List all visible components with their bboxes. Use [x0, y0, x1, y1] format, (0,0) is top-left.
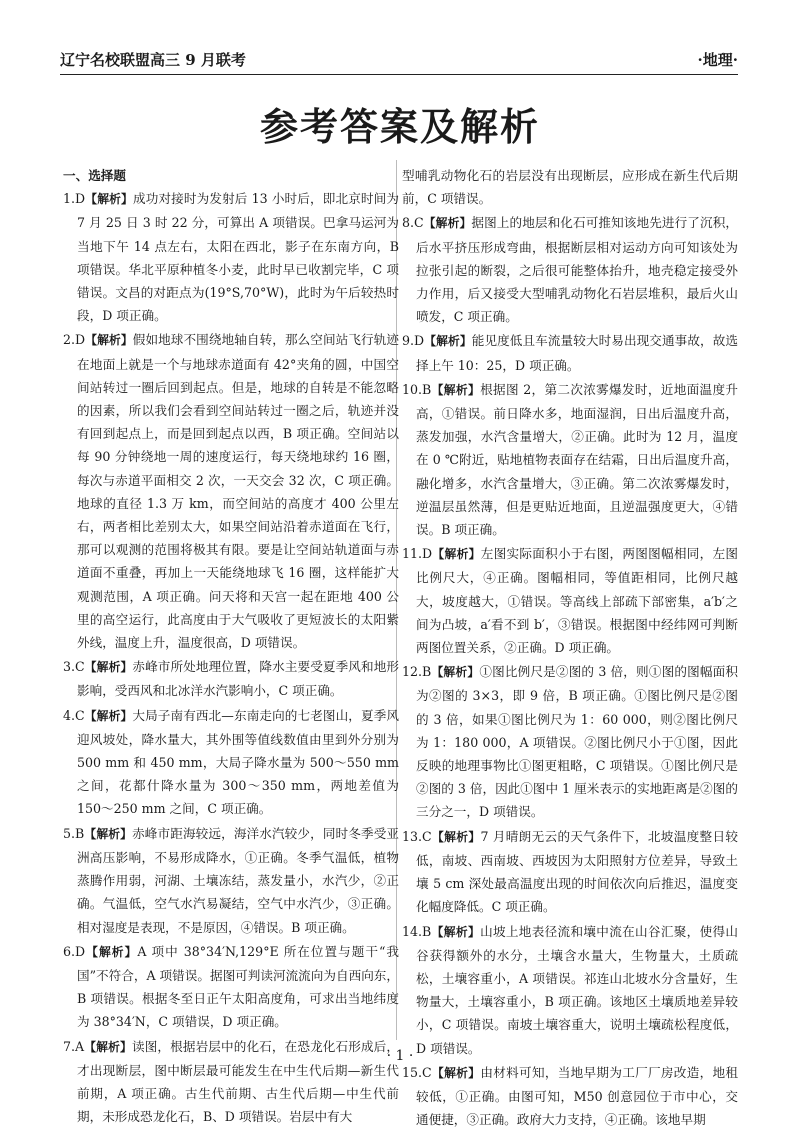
answer-item — [402, 211, 738, 328]
analysis-text: 能见度低且车流量较大时易出现交通事故，故选择上午 10：25，D 项正确。 — [416, 333, 738, 373]
analysis-text: 7 月晴朗无云的天气条件下，北坡温度整日较低，南坡、西南坡、西坡因为太阳照射方位差异，导致土壤 5 cm 深处最高温度出现的时间依次向后推迟，温度变化幅度降低。C 项正确。 — [416, 828, 738, 915]
answer-item — [63, 655, 399, 702]
left-column — [63, 164, 399, 1129]
analysis-text: 读图，根据岩层中的化石，在恐龙化石形成后，才出现断层，图中断层最可能发生在中生代后期—新生代前期，A 项正确。古生代前期、古生代后期—中生代前期，未形成恐龙化石，B、D 项错误。岩层中有大 — [77, 1038, 400, 1125]
page-header — [60, 44, 738, 75]
answer-number: 9.D — [402, 333, 425, 349]
analysis-tag: 【解析】 — [431, 382, 481, 397]
analysis-text: 成功对接时为发射后 13 小时后，即北京时间为 7 月 25 日 3 时 22 分，可算出 A 项错误。巴拿马运河为当地下午 14 点左右，太阳在西北，影子在东南方向，B 项错误。华北平原种植冬小麦，此时早已收割完毕，C 项错误。文昌的对距点为(19°S,70°W)，此时为午后较热时段，D 项正确。 — [77, 191, 399, 324]
analysis-text: 据图上的地层和化石可推知该地先进行了沉积，后水平挤压形成弯曲，根据断层相对运动方向可知该处为拉张引起的断裂，之后很可能整体抬升，地壳稳定接受外力作用，后又接受大型哺乳动物化石岩层堆积，最后火山喷发，C 项正确。 — [416, 215, 738, 325]
answer-number: 5.B — [63, 825, 85, 841]
answer-item — [402, 1061, 738, 1132]
analysis-tag: 【解析】 — [431, 1065, 481, 1080]
answer-number: 10.B — [402, 381, 432, 397]
answer-item — [402, 825, 738, 919]
answer-number: 11.D — [402, 546, 433, 562]
answer-number: 4.C — [63, 707, 85, 723]
analysis-tag: 【解析】 — [424, 334, 472, 349]
analysis-text: 赤峰市所处地理位置，降水主要受夏季风和地形影响，受西风和北冰洋水汽影响小，C 项正确。 — [77, 659, 399, 699]
answer-item — [63, 822, 399, 939]
header-subject: ·地理· — [697, 51, 738, 69]
analysis-text: 左图实际面积小于右图，两图图幅相同，左图比例尺大，④正确。图幅相同，等值距相同，比例尺越大，坡度越大，①错误。等高线上部疏下部密集，a′b′之间为凸坡，a′看不到 b′，③错误。根据图中经纬网可判断两图位置关系，②正确。D 项正确。 — [416, 546, 738, 656]
answer-item — [63, 704, 399, 821]
answer-number: 2.D — [63, 332, 86, 348]
answer-item — [63, 940, 399, 1034]
answer-item — [402, 660, 738, 823]
analysis-tag: 【解析】 — [431, 829, 481, 844]
page-title: 参考答案及解析 — [259, 105, 540, 149]
left-answer-list — [63, 187, 399, 1128]
analysis-tag: 【解析】 — [84, 708, 133, 723]
answer-item — [63, 328, 399, 654]
answer-number: 3.C — [63, 659, 85, 675]
analysis-text: 假如地球不围绕地轴自转，那么空间站飞行轨迹在地面上就是一个与地球赤道面有 42°夹角的圆，中国空间站转过一圈后回到起点。但是，地球的自转是不能忽略的因素，所以我们会看到空间站转过一圈之后，轨迹并没有回到起点上，而是回到起点以西，B 项正确。空间站以每 90 分钟绕地一周的速度运行，每天绕地球约 16 圈，每次与赤道平面相交 2 次，一天交会 32 次，C 项正确。地球的直径 1.3 万 km，而空间站的高度才 400 公里左右，两者相比差别太大，如果空间站沿着赤道面在飞行，那可以观测的范围将极其有限。要是让空间站轨道面与赤道面不重叠，再加上一天能绕地球飞 16 圈，这样能扩大观测范围，A 项正确。问天将和天宫一起在距地 400 公里的高空运行，此高度由于大气吸收了更短波长的太阳紫外线，温度上升，温度很高，D 项错误。 — [77, 332, 399, 651]
analysis-tag: 【解析】 — [423, 216, 472, 231]
analysis-tag: 【解析】 — [431, 665, 480, 680]
answer-item — [402, 329, 738, 376]
analysis-text: 赤峰市距海较远，海洋水汽较少，同时冬季受亚洲高压影响，不易形成降水，①正确。冬季气温低，植物蒸腾作用弱，河湖、土壤冻结，蒸发量小，水汽少，②正确。气温低，空气水汽易凝结，空气中水汽少，③正确。相对湿度是表现，不是原因，④错误。B 项正确。 — [77, 825, 399, 935]
answer-number: 6.D — [63, 943, 86, 959]
page-number: · 1 · — [386, 1048, 414, 1064]
answer-number: 15.C — [402, 1064, 432, 1080]
analysis-tag: 【解析】 — [431, 924, 481, 939]
answer-number: 1.D — [63, 191, 86, 207]
analysis-tag: 【解析】 — [85, 333, 133, 348]
answer-number: 13.C — [402, 828, 432, 844]
right-column — [402, 164, 738, 1132]
answer-number: 12.B — [402, 664, 432, 680]
analysis-tag: 【解析】 — [85, 192, 133, 207]
analysis-text: 山坡上地表径流和壤中流在山谷汇聚，使得山谷获得额外的水分，土壤含水量大，生物量大，土质疏松，土壤容重小，A 项错误。祁连山北坡水分含量好，生物量大，土壤容重小，B 项正确。该地区土壤质地差异较小，C 项错误。南坡土壤容重大，说明土壤疏松程度低，D 项错误。 — [416, 923, 738, 1056]
analysis-tag: 【解析】 — [84, 826, 133, 841]
answer-item — [402, 920, 738, 1060]
analysis-text: A 项中 38°34′N,129°E 所在位置与题干“我国”不符合，A 项错误。据图可判读河流流向为自西向东，B 项错误。根据冬至日正午太阳高度角，可求出当地纬度为 38°34′N，C 项错误，D 项正确。 — [77, 943, 399, 1030]
section-heading: 一、选择题 — [63, 168, 126, 183]
analysis-tag: 【解析】 — [84, 1039, 132, 1054]
answer-item — [402, 378, 738, 541]
analysis-tag: 【解析】 — [84, 660, 133, 675]
analysis-tag: 【解析】 — [432, 547, 481, 562]
answer-number: 7.A — [63, 1038, 85, 1054]
analysis-text: 大局子南有西北—东南走向的七老图山，夏季风迎风坡处，降水量大，其外围等值线数值由里到外分别为 500 mm 和 450 mm，大局子降水量为 500～550 mm 之间，花都什降水量为 300～350 mm，两地差值为 150～250 mm 之间，C 项正确。 — [77, 707, 399, 817]
continued-text: 型哺乳动物化石的岩层没有出现断层，应形成在新生代后期前，C 项错误。 — [402, 168, 738, 207]
analysis-tag: 【解析】 — [85, 944, 138, 959]
header-exam-name: 辽宁名校联盟高三 9 月联考 — [60, 51, 246, 69]
answer-number: 8.C — [402, 215, 424, 231]
answer-number: 14.B — [402, 923, 432, 939]
analysis-text: ①图比例尺是②图的 3 倍，则①图的图幅面积为②图的 3×3，即 9 倍，B 项正确。①图比例尺是②图的 3 倍，如果①图比例尺为 1：60 000，则②图比例尺为 1：180 000，A 项错误。②图比例尺小于①图，因此反映的地理事物比①图更粗略，C 项错误。①图比例尺是②图的 3 倍，因此①图中 1 厘米表示的实地距离是②图的三分之一，D 项错误。 — [416, 664, 738, 820]
answer-item — [402, 542, 738, 659]
analysis-text: 由材料可知，当地早期为工厂厂房改造，地租较低，①正确。由图可知，M50 创意园位于市中心，交通便捷，③正确。政府大力支持，④正确。该地早期 — [416, 1064, 738, 1128]
right-answer-list — [402, 211, 738, 1131]
answer-item — [63, 187, 399, 327]
analysis-text: 根据图 2，第二次浓雾爆发时，近地面温度升高，①错误。前日降水多，地面湿润，日出后温度升高，蒸发加强，水汽含量增大，②正确。此时为 12 月，温度在 0 ℃附近，贴地植物表面存在结霜，日出后温度升高，融化增多，水汽含量增大，③正确。第二次浓雾爆发时，逆温层虽然薄，但是更贴近地面，且逆温强度更大，④错误。B 项正确。 — [416, 381, 738, 538]
